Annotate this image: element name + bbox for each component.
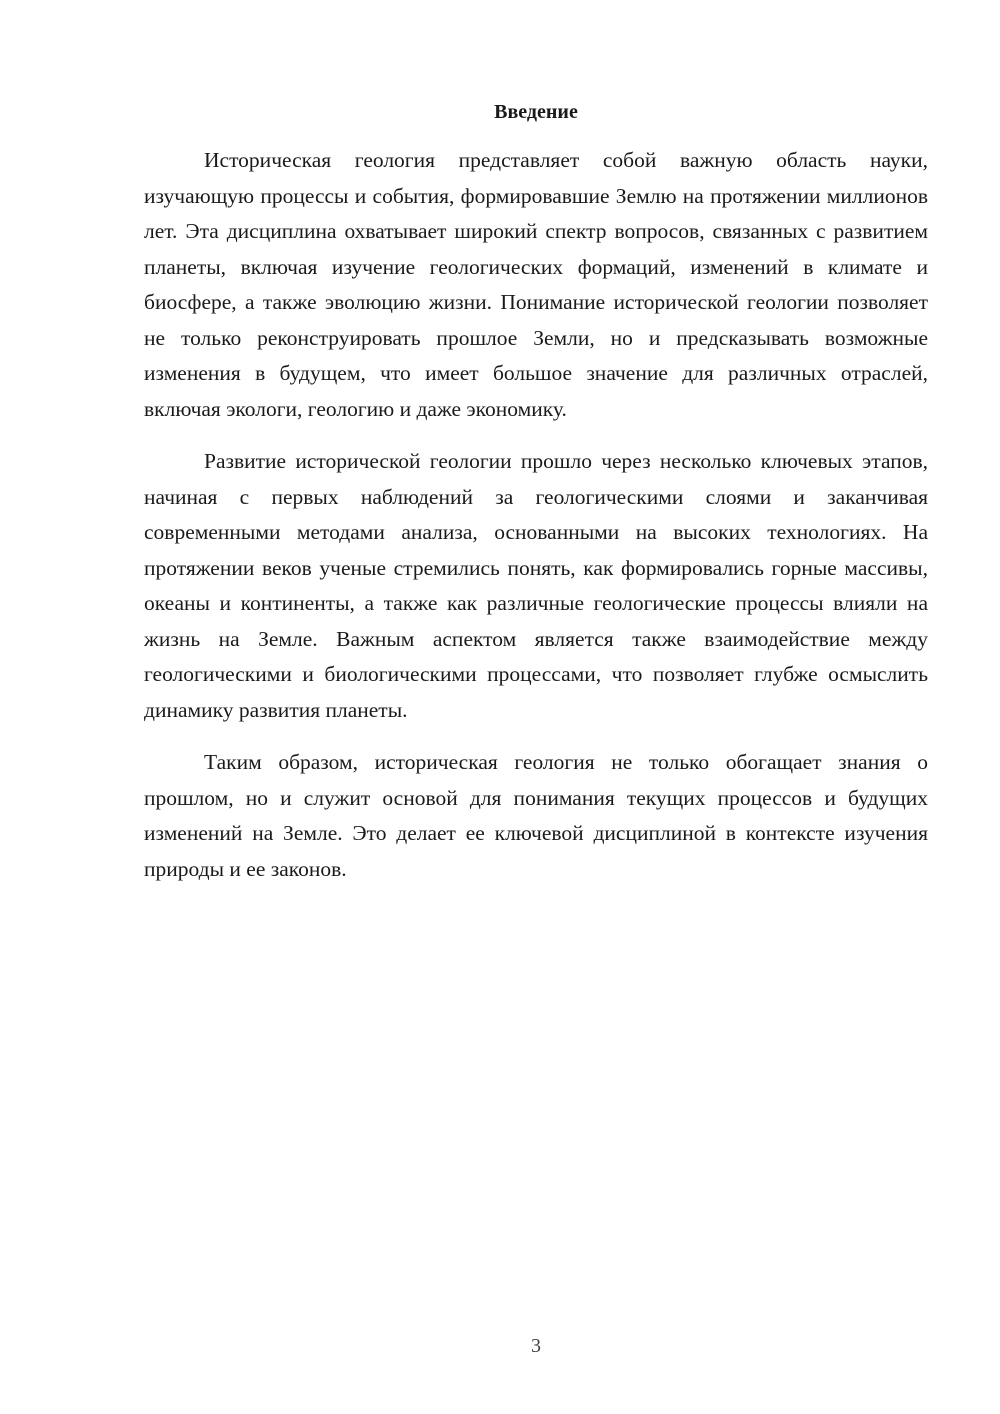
page-number: 3: [531, 1335, 541, 1357]
body-text: [144, 143, 928, 904]
section-title: Введение: [494, 101, 578, 123]
paragraph-2: Развитие исторической геологии прошло через несколько ключевых этапов, начиная с первых наблюдений за геологическими слоями и заканчивая современными методами анализа, основанными на высоких технологиях. На протяжении веков ученые стремились понять, как формировались горные массивы, океаны и континенты, а также как различные геологические процессы влияли на жизнь на Земле. Важным аспектом является также взаимодействие между геологическими и биологическими процессами, что позволяет глубже осмыслить динамику развития планеты.: [144, 449, 928, 722]
paragraph-3: Таким образом, историческая геология не только обогащает знания о прошлом, но и служит основой для понимания текущих процессов и будущих изменений на Земле. Это делает ее ключевой дисциплиной в контексте изучения природы и ее законов.: [144, 750, 928, 881]
paragraph-1: Историческая геология представляет собой важную область науки, изучающую процессы и события, формировавшие Землю на протяжении миллионов лет. Эта дисциплина охватывает широкий спектр вопросов, связанных с развитием планеты, включая изучение геологических формаций, изменений в климате и биосфере, а также эволюцию жизни. Понимание исторической геологии позволяет не только реконструировать прошлое Земли, но и предсказывать возможные изменения в будущем, что имеет большое значение для различных отраслей, включая экологи, геологию и даже экономику.: [144, 148, 928, 421]
